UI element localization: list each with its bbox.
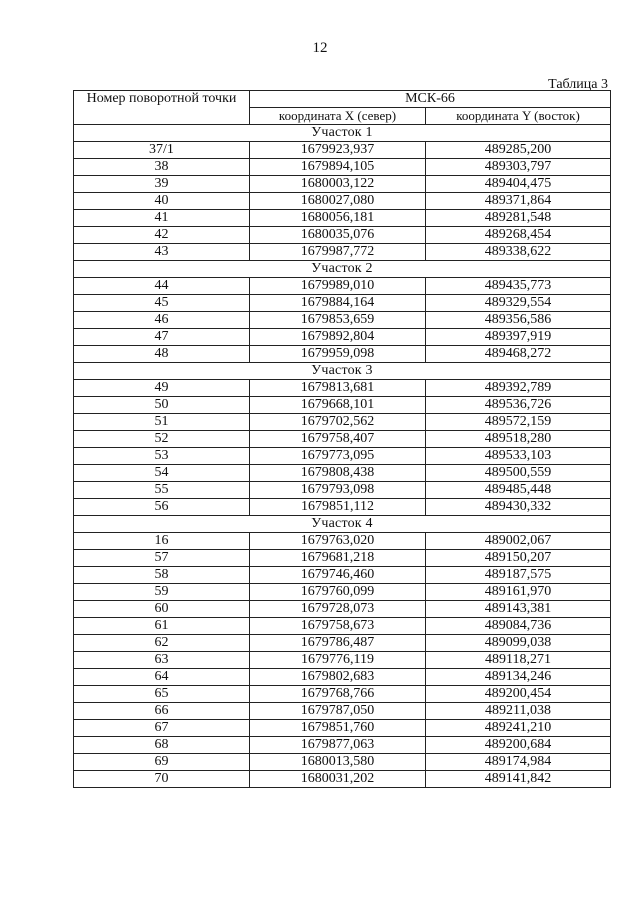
- table-row: [74, 414, 611, 431]
- table-row: [74, 142, 611, 159]
- section-title: Участок 2: [74, 261, 611, 278]
- table-row: [74, 669, 611, 686]
- point-number-cell: 44: [74, 278, 250, 295]
- point-number-header: Номер поворотной точки: [74, 91, 250, 125]
- y-coordinate-cell: 489200,454: [426, 686, 611, 703]
- y-coordinate-cell: 489303,797: [426, 159, 611, 176]
- table-body: [74, 125, 611, 788]
- table-row: [74, 584, 611, 601]
- point-number-cell: 57: [74, 550, 250, 567]
- x-coordinate-cell: 1679989,010: [250, 278, 426, 295]
- table-row: [74, 380, 611, 397]
- table-row: [74, 567, 611, 584]
- x-coordinate-cell: 1679802,683: [250, 669, 426, 686]
- point-number-cell: 53: [74, 448, 250, 465]
- x-coordinate-cell: 1679786,487: [250, 635, 426, 652]
- y-coordinate-cell: 489150,207: [426, 550, 611, 567]
- point-number-cell: 65: [74, 686, 250, 703]
- x-coordinate-cell: 1679877,063: [250, 737, 426, 754]
- table-row: [74, 278, 611, 295]
- y-coordinate-cell: 489572,159: [426, 414, 611, 431]
- point-number-cell: 68: [74, 737, 250, 754]
- y-coordinate-cell: 489187,575: [426, 567, 611, 584]
- point-number-cell: 58: [74, 567, 250, 584]
- point-number-cell: 39: [74, 176, 250, 193]
- point-number-cell: 38: [74, 159, 250, 176]
- y-coordinate-cell: 489500,559: [426, 465, 611, 482]
- table-row: [74, 771, 611, 788]
- section-row: [74, 363, 611, 380]
- x-coordinate-cell: 1679668,101: [250, 397, 426, 414]
- y-coordinate-cell: 489143,381: [426, 601, 611, 618]
- x-coordinate-cell: 1679760,099: [250, 584, 426, 601]
- x-coordinate-cell: 1679773,095: [250, 448, 426, 465]
- y-coordinate-cell: 489161,970: [426, 584, 611, 601]
- point-number-cell: 45: [74, 295, 250, 312]
- y-coordinate-cell: 489211,038: [426, 703, 611, 720]
- point-number-cell: 67: [74, 720, 250, 737]
- section-row: [74, 516, 611, 533]
- x-coordinate-cell: 1680027,080: [250, 193, 426, 210]
- x-coordinate-cell: 1679728,073: [250, 601, 426, 618]
- x-coordinate-cell: 1679787,050: [250, 703, 426, 720]
- table-row: [74, 295, 611, 312]
- table-caption: Таблица 3: [548, 77, 608, 92]
- y-coordinate-cell: 489435,773: [426, 278, 611, 295]
- table-row: [74, 329, 611, 346]
- y-coordinate-cell: 489536,726: [426, 397, 611, 414]
- y-coordinate-cell: 489002,067: [426, 533, 611, 550]
- x-coordinate-header: координата X (север): [250, 108, 426, 125]
- coordinate-system-header: МСК-66: [250, 91, 611, 108]
- x-coordinate-cell: 1680031,202: [250, 771, 426, 788]
- table-row: [74, 499, 611, 516]
- y-coordinate-cell: 489356,586: [426, 312, 611, 329]
- y-coordinate-cell: 489371,864: [426, 193, 611, 210]
- table-row: [74, 244, 611, 261]
- table-row: [74, 159, 611, 176]
- section-title: Участок 1: [74, 125, 611, 142]
- table-row: [74, 431, 611, 448]
- table-row: [74, 176, 611, 193]
- table-row: [74, 720, 611, 737]
- point-number-cell: 40: [74, 193, 250, 210]
- y-coordinate-cell: 489099,038: [426, 635, 611, 652]
- y-coordinate-cell: 489329,554: [426, 295, 611, 312]
- x-coordinate-cell: 1679959,098: [250, 346, 426, 363]
- point-number-cell: 56: [74, 499, 250, 516]
- y-coordinate-cell: 489174,984: [426, 754, 611, 771]
- x-coordinate-cell: 1679758,673: [250, 618, 426, 635]
- point-number-cell: 46: [74, 312, 250, 329]
- table-row: [74, 601, 611, 618]
- table-row: [74, 618, 611, 635]
- table-row: [74, 482, 611, 499]
- point-number-cell: 42: [74, 227, 250, 244]
- point-number-cell: 55: [74, 482, 250, 499]
- section-title: Участок 4: [74, 516, 611, 533]
- table-header: [74, 91, 611, 125]
- y-coordinate-cell: 489485,448: [426, 482, 611, 499]
- point-number-cell: 70: [74, 771, 250, 788]
- y-coordinate-cell: 489468,272: [426, 346, 611, 363]
- point-number-cell: 66: [74, 703, 250, 720]
- table-row: [74, 635, 611, 652]
- y-coordinate-cell: 489141,842: [426, 771, 611, 788]
- y-coordinate-cell: 489285,200: [426, 142, 611, 159]
- point-number-cell: 62: [74, 635, 250, 652]
- y-coordinate-cell: 489118,271: [426, 652, 611, 669]
- table-row: [74, 754, 611, 771]
- coordinates-table: [73, 90, 611, 788]
- point-number-cell: 47: [74, 329, 250, 346]
- x-coordinate-cell: 1679776,119: [250, 652, 426, 669]
- x-coordinate-cell: 1679894,105: [250, 159, 426, 176]
- y-coordinate-cell: 489268,454: [426, 227, 611, 244]
- x-coordinate-cell: 1680035,076: [250, 227, 426, 244]
- section-row: [74, 125, 611, 142]
- point-number-cell: 63: [74, 652, 250, 669]
- point-number-cell: 16: [74, 533, 250, 550]
- point-number-cell: 37/1: [74, 142, 250, 159]
- y-coordinate-cell: 489134,246: [426, 669, 611, 686]
- page-number: 12: [312, 40, 328, 56]
- x-coordinate-cell: 1679923,937: [250, 142, 426, 159]
- y-coordinate-cell: 489518,280: [426, 431, 611, 448]
- point-number-cell: 59: [74, 584, 250, 601]
- x-coordinate-cell: 1679851,760: [250, 720, 426, 737]
- y-coordinate-cell: 489338,622: [426, 244, 611, 261]
- y-coordinate-cell: 489084,736: [426, 618, 611, 635]
- point-number-cell: 50: [74, 397, 250, 414]
- point-number-cell: 49: [74, 380, 250, 397]
- x-coordinate-cell: 1680013,580: [250, 754, 426, 771]
- table-row: [74, 686, 611, 703]
- point-number-cell: 52: [74, 431, 250, 448]
- x-coordinate-cell: 1680003,122: [250, 176, 426, 193]
- y-coordinate-cell: 489281,548: [426, 210, 611, 227]
- x-coordinate-cell: 1679884,164: [250, 295, 426, 312]
- x-coordinate-cell: 1679758,407: [250, 431, 426, 448]
- point-number-cell: 69: [74, 754, 250, 771]
- table-row: [74, 346, 611, 363]
- x-coordinate-cell: 1679851,112: [250, 499, 426, 516]
- table-row: [74, 227, 611, 244]
- x-coordinate-cell: 1679793,098: [250, 482, 426, 499]
- y-coordinate-header: координата Y (восток): [426, 108, 611, 125]
- table-row: [74, 448, 611, 465]
- point-number-cell: 54: [74, 465, 250, 482]
- y-coordinate-cell: 489392,789: [426, 380, 611, 397]
- y-coordinate-cell: 489200,684: [426, 737, 611, 754]
- x-coordinate-cell: 1679746,460: [250, 567, 426, 584]
- x-coordinate-cell: 1679763,020: [250, 533, 426, 550]
- y-coordinate-cell: 489397,919: [426, 329, 611, 346]
- table-row: [74, 703, 611, 720]
- x-coordinate-cell: 1679702,562: [250, 414, 426, 431]
- y-coordinate-cell: 489241,210: [426, 720, 611, 737]
- table-row: [74, 533, 611, 550]
- table-row: [74, 550, 611, 567]
- y-coordinate-cell: 489404,475: [426, 176, 611, 193]
- section-row: [74, 261, 611, 278]
- point-number-cell: 48: [74, 346, 250, 363]
- x-coordinate-cell: 1679681,218: [250, 550, 426, 567]
- y-coordinate-cell: 489533,103: [426, 448, 611, 465]
- x-coordinate-cell: 1679768,766: [250, 686, 426, 703]
- x-coordinate-cell: 1679808,438: [250, 465, 426, 482]
- point-number-cell: 51: [74, 414, 250, 431]
- x-coordinate-cell: 1680056,181: [250, 210, 426, 227]
- x-coordinate-cell: 1679813,681: [250, 380, 426, 397]
- table-row: [74, 652, 611, 669]
- table-row: [74, 397, 611, 414]
- x-coordinate-cell: 1679853,659: [250, 312, 426, 329]
- point-number-cell: 61: [74, 618, 250, 635]
- table-row: [74, 465, 611, 482]
- section-title: Участок 3: [74, 363, 611, 380]
- table-row: [74, 210, 611, 227]
- table-row: [74, 737, 611, 754]
- point-number-cell: 60: [74, 601, 250, 618]
- point-number-cell: 43: [74, 244, 250, 261]
- y-coordinate-cell: 489430,332: [426, 499, 611, 516]
- point-number-cell: 64: [74, 669, 250, 686]
- x-coordinate-cell: 1679892,804: [250, 329, 426, 346]
- x-coordinate-cell: 1679987,772: [250, 244, 426, 261]
- table-row: [74, 312, 611, 329]
- point-number-cell: 41: [74, 210, 250, 227]
- table-row: [74, 193, 611, 210]
